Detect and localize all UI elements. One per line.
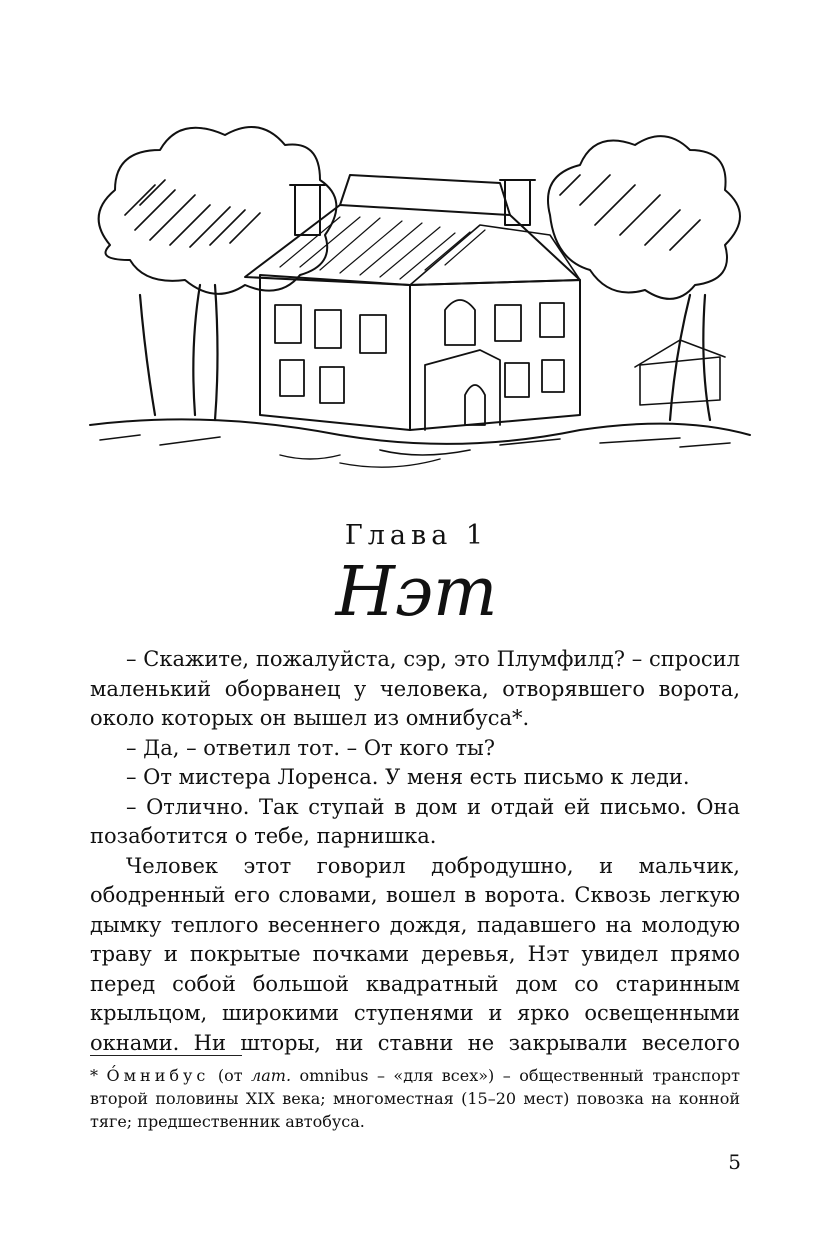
footnote-abbrev: лат. [251,1066,292,1085]
chapter-label: Глава 1 [344,520,489,551]
body-text [90,645,740,1058]
paragraph: Человек этот говорил добродушно, и мальчик, ободренный его словами, вошел в ворота. Сквозь легкую дымку теплого весеннего дождя, падавшего на молодую траву и покрытые почками деревья, Нэт увидел прямо перед собой большой квадратный дом со старинным крыльцом, широкими ступенями и ярко освещенными окнами. Ни шторы, ни ставни не закрывали веселого [90,853,740,1055]
paragraph: – От мистера Лоренса. У меня есть письмо к леди. [126,765,690,789]
footnote-text: omnibus – «для всех») – общественный транспорт второй половины XIX века; многоместная (15–20 мест) повозка на конной тяге; предшественник автобуса. [90,1066,740,1131]
footnote-term: О́мнибус [106,1066,210,1085]
paragraph: – Отлично. Так ступай в дом и отдай ей письмо. Она позаботится о тебе, парнишка. [90,794,740,848]
house-among-trees-sketch-icon [80,95,753,495]
paragraph: – Да, – ответил тот. – От кого ты? [126,735,496,760]
page-number: 5 [728,1150,741,1174]
footnote [90,1064,740,1133]
footnote-marker: * [90,1066,98,1085]
paragraph: – Скажите, пожалуйста, сэр, это Плумфилд? – спросил маленький оборванец у человека, отворявшего ворота, около которых он вышел из омнибуса*. [90,647,740,730]
chapter-title: Нэт [335,553,498,632]
footnote-divider [90,1055,242,1056]
footnote-pre-abbrev: (от [217,1066,243,1085]
